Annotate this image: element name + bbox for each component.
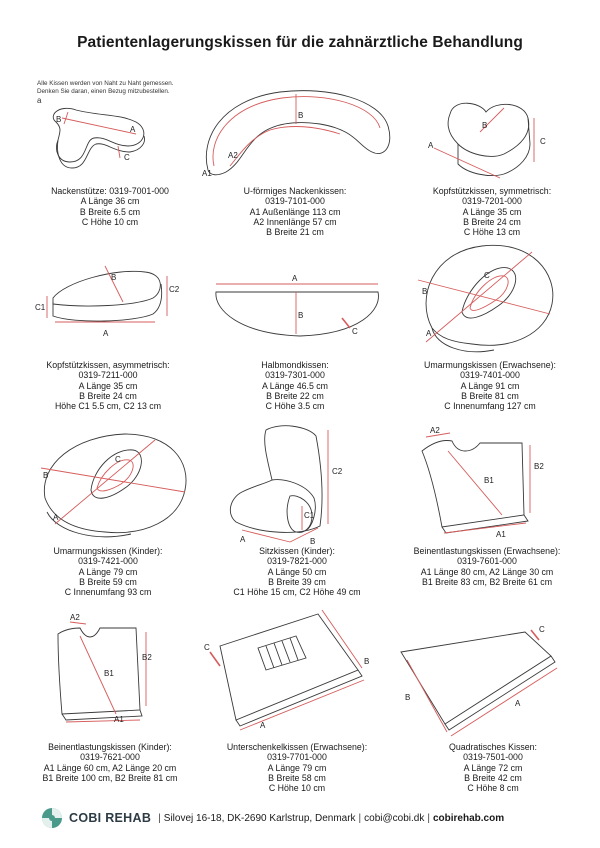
spec-line: B Breite 22 cm [266, 390, 324, 401]
spec-line: B Breite 81 cm [461, 390, 519, 401]
label-c: C [484, 271, 490, 280]
label-a: A [240, 535, 246, 544]
caption-seat-cushion-child [202, 546, 392, 597]
caption-lower-leg-cushion-adult [202, 742, 392, 793]
label-b: B [43, 471, 49, 480]
illustration-head-support-symmetric [420, 92, 600, 182]
spec-line: 0319-7421-000 [78, 556, 138, 567]
spec-line: 0319-7701-000 [267, 752, 327, 763]
spec-line: C Innenumfang 93 cm [64, 587, 152, 598]
label-b2: B2 [142, 653, 152, 662]
spec-line: A1 Länge 80 cm, A2 Länge 30 cm [420, 566, 554, 577]
illustration-square-pillow [395, 610, 575, 740]
product-name: Halbmondkissen: [261, 360, 329, 370]
product-name: Beinentlastungskissen (Erwachsene): [413, 546, 561, 556]
illustration-head-support-asymmetric [35, 262, 215, 352]
spec-line: A1 Länge 60 cm, A2 Länge 20 cm [43, 762, 177, 773]
label-c: C [115, 455, 121, 464]
spec-line: B Breite 24 cm [79, 390, 137, 401]
spec-line: C Höhe 13 cm [463, 227, 521, 238]
label-b: B [310, 537, 316, 546]
spec-line: B1 Breite 100 cm, B2 Breite 81 cm [42, 772, 178, 783]
label-b: B [482, 121, 488, 130]
product-name: Beinentlastungskissen (Kinder): [48, 742, 172, 752]
label-a: A [53, 513, 59, 522]
illustration-hug-pillow-child [35, 428, 215, 548]
caption-u-shaped-neck-pillow [200, 186, 390, 237]
footer-address: Silovej 16-18, DK-2690 Karlstrup, Denmark [163, 812, 356, 824]
caption-head-support-asymmetric [13, 360, 203, 411]
label-b: B [364, 657, 370, 666]
product-name: U-förmiges Nackenkissen: [243, 186, 347, 196]
illustration-leg-relief-cushion-child [40, 610, 220, 730]
spec-line: C Höhe 10 cm [81, 216, 139, 227]
spec-line: A Länge 35 cm [78, 380, 138, 391]
spec-line: A Länge 91 cm [460, 380, 520, 391]
spec-line: 0319-7301-000 [265, 370, 325, 381]
label-c: C [204, 643, 210, 652]
product-name: Sitzkissen (Kinder): [259, 546, 335, 556]
spec-line: C Innenumfang 127 cm [444, 401, 536, 412]
spec-line: Höhe C1 5.5 cm, C2 13 cm [54, 401, 162, 412]
caption-leg-relief-cushion-child [15, 742, 205, 783]
label-b1: B1 [484, 476, 494, 485]
label-a1: A1 [496, 530, 506, 539]
label-c: C [540, 137, 546, 146]
separator: | [158, 812, 161, 824]
label-a2: A2 [430, 426, 440, 435]
label-b: B [111, 273, 117, 282]
caption-square-pillow [398, 742, 588, 793]
label-b: B [298, 311, 304, 320]
intro-line-1: Alle Kissen werden von Naht zu Naht gemessen. [37, 80, 174, 87]
spec-line: B Breite 6.5 cm [79, 206, 141, 217]
spec-line: A Länge 79 cm [267, 762, 327, 773]
label-c: C [352, 327, 358, 336]
cobi-logo-icon [40, 806, 64, 830]
label-b1: B1 [104, 669, 114, 678]
spec-line: 0319-7201-000 [462, 196, 522, 207]
spec-line: B Breite 21 cm [266, 227, 324, 238]
illustration-half-moon-pillow [210, 270, 390, 350]
caption-hug-pillow-adult [395, 360, 585, 411]
spec-line: A Länge 46.5 cm [261, 380, 329, 391]
label-a: A [515, 699, 521, 708]
caption-leg-relief-cushion-adult [392, 546, 582, 587]
spec-line: B Breite 39 cm [268, 576, 326, 587]
page-title: Patientenlagerungskissen für die zahnärztliche Behandlung [77, 34, 523, 51]
label-a: A [426, 329, 432, 338]
label-b: B [405, 693, 411, 702]
label-a2: A2 [228, 151, 238, 160]
label-a: A [260, 721, 266, 730]
brand-name: COBI REHAB [69, 811, 152, 825]
product-name: Unterschenkelkissen (Erwachsene): [226, 742, 368, 752]
separator: | [358, 812, 362, 824]
spec-line: 0319-7501-000 [463, 752, 523, 763]
spec-line: 0319-7621-000 [80, 752, 140, 763]
spec-line: B Breite 24 cm [463, 216, 521, 227]
product-name: Kopfstützkissen, asymmetrisch: [46, 360, 170, 370]
spec-line: A1 Außenlänge 113 cm [249, 206, 341, 217]
label-b: B [56, 115, 62, 124]
label-a1: A1 [202, 169, 212, 178]
label-b: B [422, 287, 428, 296]
spec-line: C Höhe 8 cm [467, 783, 519, 794]
illustration-neck-support [40, 100, 220, 180]
spec-line: 0319-7401-000 [460, 370, 520, 381]
label-c: C [124, 153, 130, 162]
label-a: A [292, 274, 298, 283]
spec-line: A Länge 79 cm [78, 566, 138, 577]
separator: | [427, 812, 430, 824]
spec-line: C1 Höhe 15 cm, C2 Höhe 49 cm [233, 587, 361, 598]
label-c: C [539, 625, 545, 634]
spec-line: A Länge 72 cm [463, 762, 523, 773]
caption-half-moon-pillow [200, 360, 390, 411]
label-a2: A2 [70, 613, 80, 622]
illustration-lower-leg-cushion-adult [200, 608, 380, 738]
spec-line: 0319-7821-000 [267, 556, 327, 567]
label-c2: C2 [169, 285, 180, 294]
spec-line: A Länge 35 cm [462, 206, 522, 217]
label-b2: B2 [534, 462, 544, 471]
product-name: Umarmungskissen (Erwachsene): [424, 360, 556, 370]
label-a: A [103, 329, 109, 338]
product-name: Quadratisches Kissen: [448, 742, 537, 752]
spec-line: 0319-7601-000 [457, 556, 517, 567]
footer-website-link[interactable]: cobirehab.com [432, 812, 505, 824]
spec-line: B1 Breite 83 cm, B2 Breite 61 cm [421, 576, 553, 587]
label-b: B [298, 111, 304, 120]
spec-line: 0319-7211-000 [78, 370, 138, 381]
spec-line: A Länge 36 cm [80, 196, 140, 207]
spec-line: A2 Innenlänge 57 cm [253, 216, 337, 227]
footer [40, 806, 560, 830]
intro-line-2: Denken Sie daran, einen Bezug mitzubestellen. [37, 88, 170, 95]
spec-line: C Höhe 3.5 cm [265, 401, 325, 412]
illustration-seat-cushion-child [220, 418, 400, 548]
spec-line: B Breite 42 cm [464, 772, 522, 783]
intro-tag: a [37, 96, 42, 105]
caption-neck-support [15, 186, 205, 227]
label-c1: C1 [304, 511, 315, 520]
label-a1: A1 [114, 715, 124, 724]
spec-line: B Breite 59 cm [79, 576, 137, 587]
label-c2: C2 [332, 467, 343, 476]
illustration-u-shaped-neck-pillow [200, 80, 380, 180]
product-name: Kopfstützkissen, symmetrisch: [432, 186, 552, 196]
spec-line: A Länge 50 cm [267, 566, 327, 577]
illustration-leg-relief-cushion-adult [412, 425, 592, 540]
product-name: Nackenstütze: 0319-7001-000 [51, 186, 169, 196]
caption-head-support-symmetric [397, 186, 587, 237]
spec-line: C Höhe 10 cm [268, 783, 326, 794]
spec-line: B Breite 58 cm [268, 772, 326, 783]
spec-line: 0319-7101-000 [265, 196, 325, 207]
label-a: A [428, 141, 434, 150]
caption-hug-pillow-child [13, 546, 203, 597]
footer-email-link[interactable]: cobi@cobi.dk [364, 812, 425, 824]
illustration-hug-pillow-adult [412, 238, 592, 368]
label-a: A [130, 125, 136, 134]
label-c1: C1 [35, 303, 46, 312]
product-name: Umarmungskissen (Kinder): [53, 546, 163, 556]
